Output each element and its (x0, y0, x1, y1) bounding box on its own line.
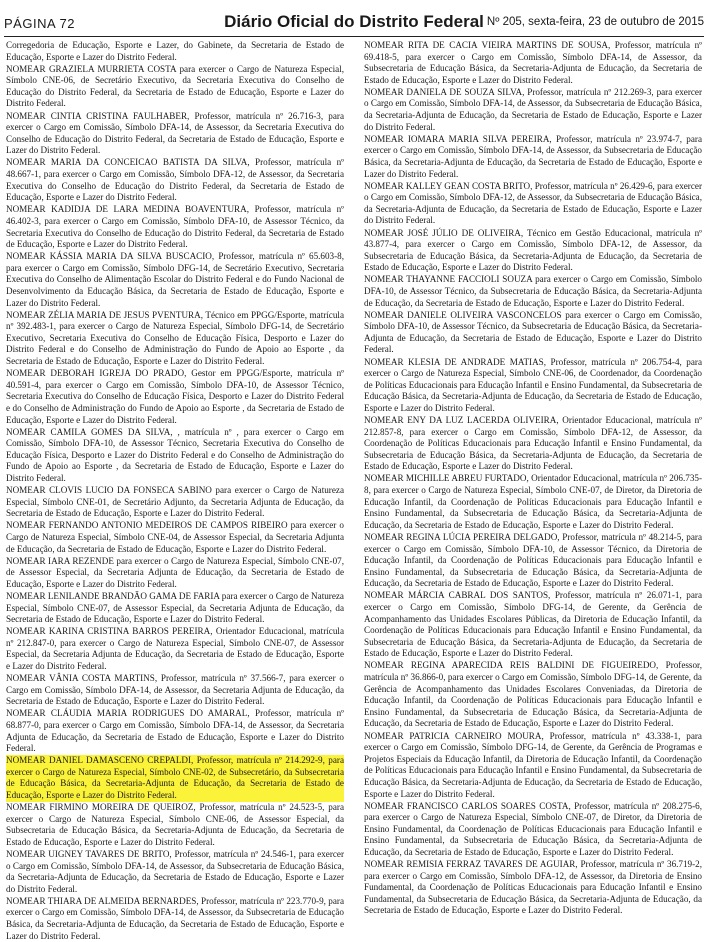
paragraph: NOMEAR REGINA LÚCIA PEREIRA DELGADO, Professor, matrícula nº 48.214-5, para exercer o Cargo em Comissão, Símbolo DFA-10, de Assessor Técnico, da Diretoria de Educação Infantil, da Coordenação de Políticas Educacionais para Educação Infantil e Ensino Fundamental, da Subsecretaria de Educação Básica, da Secretaria-Adjunta de Educação, da Secretaria de Estado de Educação, Esporte e Lazer do Distrito Federal. (364, 531, 702, 589)
paragraph: NOMEAR KLESIA DE ANDRADE MATIAS, Professor, matrícula nº 206.754-4, para exercer o Cargo de Natureza Especial, Símbolo CNE-06, de Coordenador, da Coordenação de Políticas Educacionais para Educação Infantil e Ensino Fundamental, da Subsecretaria de Educação Básica, da Secretaria-Adjunta de Educação, da Secretaria de Estado de Educação, Esporte e Lazer do Distrito Federal. (364, 356, 702, 413)
paragraph: NOMEAR MARIA DA CONCEICAO BATISTA DA SILVA, Professor, matrícula nº 48.667-1, para exercer o Cargo em Comissão, Símbolo DFA-12, de Assessor, da Secretaria Executiva do Conselho de Educação do Distrito Federal, da Secretaria de Estado de Educação, Esporte e Lazer do Distrito Federal. (6, 157, 344, 203)
page-number: PÁGINA 72 (4, 16, 75, 31)
paragraph: NOMEAR DANIELA DE SOUZA SILVA, Professor, matrícula nº 212.269-3, para exercer o Cargo em Comissão, Símbolo DFA-14, de Assessor, da Subsecretaria de Educação Básica, da Secretaria-Adjunta de Educação, da Secretaria de Estado de Educação, Esporte e Lazer do Distrito Federal. (364, 86, 702, 132)
highlighted-paragraph: NOMEAR DANIEL DAMASCENO CREPALDI, Professor, matrícula nº 214.292-9, para exercer o Cargo de Natureza Especial, Símbolo CNE-02, de Subsecretário, da Subsecretaria de Educação Básica, da Secretaria-Adjunta de Educação, da Secretaria de Estado de Educação, Esporte e Lazer do Distrito Federal. (6, 755, 344, 800)
paragraph: NOMEAR ZÉLIA MARIA DE JESUS PVENTURA, Técnico em PPGG/Esporte, matrícula nº 392.483-1, para exercer o Cargo de Natureza Especial, Símbolo DFG-14, de Secretário Executivo, Secretaria Executiva do Conselho de Educação Física, Desporto e Lazer do Distrito Federal e do Conselho de Administração do Fundo de Apoio ao Esporte , da Secretaria de Estado de Educação, Esporte e Lazer do Distrito Federal. (6, 309, 344, 367)
paragraph: NOMEAR CINTIA CRISTINA FAULHABER, Professor, matrícula nº 26.716-3, para exercer o Cargo em Comissão, Símbolo DFA-14, de Assessor, da Secretaria Executiva do Conselho de Educação do Distrito Federal, da Secretaria de Estado de Educação, Esporte e Lazer do Distrito Federal. (6, 110, 344, 156)
paragraph: NOMEAR IARA REZENDE para exercer o Cargo de Natureza Especial, Símbolo CNE-07, de Assessor Especial, da Secretaria Adjunta de Educação, da Secretaria de Estado de Educação, Esporte e Lazer do Distrito Federal. (6, 555, 344, 589)
paragraph: NOMEAR CAMILA GOMES DA SILVA, , matrícula nº , para exercer o Cargo em Comissão, Símbolo DFA-10, de Assessor Técnico, Secretaria Executiva do Conselho de Educação Física, Desporto e Lazer do Distrito Federal e do Conselho de Administração do Fundo de Apoio ao Esporte , da Secretaria de Estado de Educação, Esporte e Lazer do Distrito Federal. (6, 426, 344, 483)
header-divider (4, 36, 704, 37)
paragraph: NOMEAR PATRICIA CARNEIRO MOURA, Professor, matrícula nº 43.338-1, para exercer o Cargo em Comissão, Símbolo DFG-14, de Gerente, da Gerência de Programas e Projetos Especiais da Educação Infantil, da Diretoria de Educação Infantil, da Coordenação de Políticas Educacionais para Educação Infantil e Ensino Fundamental, da Subsecretaria de Educação Básica, da Secretaria-Adjunta de Educação, da Secretaria de Estado de Educação, Esporte e Lazer do Distrito Federal. (364, 730, 702, 799)
page-title: Diário Oficial do Distrito Federal (224, 12, 484, 31)
paragraph: NOMEAR UIGNEY TAVARES DE BRITO, Professor, matrícula nº 24.546-1, para exercer o Cargo em Comissão, Símbolo DFA-14, de Assessor, da Subsecretaria de Educação Básica, da Secretaria-Adjunta de Educação, da Secretaria de Estado de Educação, Esporte e Lazer do Distrito Federal. (6, 848, 344, 894)
right-column (364, 40, 702, 916)
paragraph: NOMEAR CLOVIS LUCIO DA FONSECA SABINO para exercer o Cargo de Natureza Especial, Símbolo CNE-01, de Secretário Adjunto, da Secretaria Adjunta de Educação, da Secretaria de Estado de Educação, Esporte e Lazer do Distrito Federal. (6, 485, 344, 519)
paragraph: NOMEAR CLÁUDIA MARIA RODRIGUES DO AMARAL, Professor, matrícula nº 68.877-0, para exercer o Cargo em Comissão, Símbolo DFA-14, de Assessor, da Secretaria Adjunta de Educação, da Secretaria de Estado de Educação, Esporte e Lazer do Distrito Federal. (6, 708, 344, 754)
left-column (6, 40, 344, 941)
paragraph: NOMEAR MICHILLE ABREU FURTADO, Orientador Educacional, matrícula nº 206.735-8, para exercer o Cargo de Natureza Especial, Símbolo CNE-07, de Diretor, da Diretoria de Educação Infantil, da Coordenação de Políticas Educacionais para Educação Infantil e Ensino Fundamental, da Subsecretaria de Educação Básica, da Secretaria-Adjunta de Educação, da Secretaria de Estado de Educação, Esporte e Lazer do Distrito Federal. (364, 473, 702, 530)
paragraph: NOMEAR FRANCISCO CARLOS SOARES COSTA, Professor, matrícula nº 208.275-6, para exercer o Cargo de Natureza Especial, Símbolo CNE-07, de Diretor, da Diretoria de Ensino Fundamental, da Coordenação de Políticas Educacionais para Educação Infantil e Ensino Fundamental, da Subsecretaria de Educação Básica, da Secretaria-Adjunta de Educação, da Secretaria de Estado de Educação, Esporte e Lazer do Distrito Federal. (364, 800, 702, 857)
paragraph: NOMEAR RITA DE CACIA VIEIRA MARTINS DE SOUSA, Professor, matrícula nº 69.418-5, para exercer o Cargo em Comissão, Símbolo DFA-14, de Assessor, da Subsecretaria de Educação Básica, da Secretaria-Adjunta de Educação, da Secretaria de Estado de Educação, Esporte e Lazer do Distrito Federal. (364, 40, 702, 85)
paragraph: NOMEAR LENILANDE BRANDÃO GAMA DE FARIA para exercer o Cargo de Natureza Especial, Símbolo CNE-07, de Assessor Especial, da Secretaria Adjunta de Educação, da Secretaria de Estado de Educação, Esporte e Lazer do Distrito Federal. (6, 590, 344, 625)
paragraph: NOMEAR GRAZIELA MURRIETA COSTA para exercer o Cargo de Natureza Especial, Símbolo CNE-06, de Secretário Executivo, da Secretaria Executiva do Conselho de Educação do Distrito Federal, da Secretaria de Estado de Educação, Esporte e Lazer do Distrito Federal. (6, 63, 344, 109)
issue-date: Nº 205, sexta-feira, 23 de outubro de 2015 (486, 16, 704, 28)
paragraph: NOMEAR THAYANNE FACCIOLI SOUZA para exercer o Cargo em Comissão, Símbolo DFA-10, de Assessor Técnico, da Subsecretaria de Educação Básica, da Secretaria-Adjunta de Educação, da Secretaria de Estado de Educação, Esporte e Lazer do Distrito Federal. (364, 274, 702, 308)
paragraph: NOMEAR KÁSSIA MARIA DA SILVA BUSCACIO, Professor, matrícula nº 65.603-8, para exercer o Cargo em Comissão, Símbolo DFG-14, de Secretário Executivo, Secretaria Executiva do Conselho de Alimentação Escolar do Distrito Federal e do Fundo Nacional de Desenvolvimento da Educação Básica, da Secretaria de Estado de Educação, Esporte e Lazer do Distrito Federal. (6, 251, 344, 308)
paragraph: NOMEAR FERNANDO ANTONIO MEDEIROS DE CAMPOS RIBEIRO para exercer o Cargo de Natureza Especial, Símbolo CNE-04, de Assessor Especial, da Secretaria Adjunta de Educação, da Secretaria de Estado de Educação, Esporte e Lazer do Distrito Federal. (6, 520, 344, 554)
paragraph: NOMEAR KALLEY GEAN COSTA BRITO, Professor, matrícula nº 26.429-6, para exercer o Cargo em Comissão, Símbolo DFA-12, de Assessor, da Subsecretaria de Educação Básica, da Secretaria-Adjunta de Educação, da Secretaria de Estado de Educação, Esporte e Lazer do Distrito Federal. (364, 180, 702, 226)
paragraph: Corregedoria de Educação, Esporte e Lazer, do Gabinete, da Secretaria de Estado de Educação, Esporte e Lazer do Distrito Federal. (6, 40, 344, 62)
paragraph: NOMEAR ENY DA LUZ LACERDA OLIVEIRA, Orientador Educacional, matrícula nº 212.857-8, para exercer o Cargo em Comissão, Símbolo DFA-12, de Assessor, da Coordenação de Políticas Educacionais para Educação Infantil e Ensino Fundamental, da Subsecretaria de Educação Básica, da Secretaria-Adjunta de Educação, da Secretaria de Estado de Educação, Esporte e Lazer do Distrito Federal. (364, 415, 702, 472)
paragraph: NOMEAR DEBORAH IGREJA DO PRADO, Gestor em PPGG/Esporte, matrícula nº 40.591-4, para exercer o Cargo em Comissão, Símbolo DFA-10, de Assessor Técnico, Secretaria Executiva do Conselho de Educação Física, Desporto e Lazer do Distrito Federal e do Conselho de Administração do Fundo de Apoio ao Esporte , da Secretaria de Estado de Educação, Esporte e Lazer do Distrito Federal. (6, 368, 344, 425)
paragraph: NOMEAR JOSÉ JÚLIO DE OLIVEIRA, Técnico em Gestão Educacional, matrícula nº 43.877-4, para exercer o Cargo em Comissão, Símbolo DFA-12, de Assessor, da Subsecretaria de Educação Básica, da Secretaria-Adjunta de Educação, da Secretaria de Estado de Educação, Esporte e Lazer do Distrito Federal. (364, 227, 702, 273)
paragraph: NOMEAR THIARA DE ALMEIDA BERNARDES, Professor, matrícula nº 223.770-9, para exercer o Cargo em Comissão, Símbolo DFA-14, de Assessor, da Subsecretaria de Educação Básica, da Secretaria-Adjunta de Educação, da Secretaria de Estado de Educação, Esporte e Lazer do Distrito Federal. (6, 895, 344, 941)
paragraph: NOMEAR KARINA CRISTINA BARROS PEREIRA, Orientador Educacional, matrícula nº 212.847-0, para exercer o Cargo de Natureza Especial, Símbolo CNE-07, de Assessor Especial, da Secretaria Adjunta de Educação, da Secretaria de Estado de Educação, Esporte e Lazer do Distrito Federal. (6, 626, 344, 671)
paragraph: NOMEAR VÂNIA COSTA MARTINS, Professor, matrícula nº 37.566-7, para exercer o Cargo em Comissão, Símbolo DFA-14, de Assessor, da Secretaria Adjunta de Educação, da Secretaria de Estado de Educação, Esporte e Lazer do Distrito Federal. (6, 673, 344, 707)
page-header (4, 8, 704, 38)
paragraph: NOMEAR KADIDJA DE LARA MEDINA BOAVENTURA, Professor, matrícula nº 46.402-3, para exercer o Cargo em Comissão, Símbolo DFA-10, de Assessor Técnico, da Secretaria Executiva do Conselho de Educação do Distrito Federal, da Secretaria de Estado de Educação, Esporte e Lazer do Distrito Federal. (6, 204, 344, 250)
paragraph: NOMEAR REMISIA FERRAZ TAVARES DE AGUIAR, Professor, matrícula nº 36.719-2, para exercer o Cargo em Comissão, Símbolo DFA-12, de Assessor, da Diretoria de Ensino Fundamental, da Coordenação de Políticas Educacionais para Educação Infantil e Ensino Fundamental, da Subsecretaria de Educação Básica, da Secretaria-Adjunta de Educação, da Secretaria de Estado de Educação, Esporte e Lazer do Distrito Federal. (364, 859, 702, 916)
paragraph: NOMEAR FIRMINO MOREIRA DE QUEIROZ, Professor, matrícula nº 24.523-5, para exercer o Cargo de Natureza Especial, Símbolo CNE-06, de Assessor Especial, da Subsecretaria de Educação Básica, da Secretaria-Adjunta de Educação, da Secretaria de Estado de Educação, Esporte e Lazer do Distrito Federal. (6, 802, 344, 847)
paragraph: NOMEAR DANIELE OLIVEIRA VASCONCELOS para exercer o Cargo em Comissão, Símbolo DFA-10, de Assessor Técnico, da Subsecretaria de Educação Básica, da Secretaria-Adjunta de Educação, da Secretaria de Estado de Educação, Esporte e Lazer do Distrito Federal. (364, 309, 702, 355)
paragraph: NOMEAR REGINA APARECIDA REIS BALDINI DE FIGUEIREDO, Professor, matrícula nº 36.866-0, para exercer o Cargo em Comissão, Símbolo DFG-14, de Gerente, da Gerência de Acompanhamento das Unidades Escolares Conveniadas, da Diretoria de Educação Infantil, da Coordenação de Políticas Educacionais para Educação Infantil e Ensino Fundamental, da Subsecretaria de Educação Básica, da Secretaria-Adjunta de Educação, da Secretaria de Estado de Educação, Esporte e Lazer do Distrito Federal. (364, 660, 702, 729)
paragraph: NOMEAR MÁRCIA CABRAL DOS SANTOS, Professor, matrícula nº 26.071-1, para exercer o Cargo em Comissão, Símbolo DFG-14, de Gerente, da Gerência de Acompanhamento das Unidades Escolares Públicas, da Diretoria de Educação Infantil, da Coordenação de Políticas Educacionais para Educação Infantil e Ensino Fundamental, da Subsecretaria de Educação Básica, da Secretaria-Adjunta de Educação, da Secretaria de Estado de Educação, Esporte e Lazer do Distrito Federal. (364, 590, 702, 659)
paragraph: NOMEAR IOMARA MARIA SILVA PEREIRA, Professor, matrícula nº 23.974-7, para exercer o Cargo em Comissão, Símbolo DFA-14, de Assessor, da Subsecretaria de Educação Básica, da Secretaria-Adjunta de Educação, da Secretaria de Estado de Educação, Esporte e Lazer do Distrito Federal. (364, 133, 702, 179)
